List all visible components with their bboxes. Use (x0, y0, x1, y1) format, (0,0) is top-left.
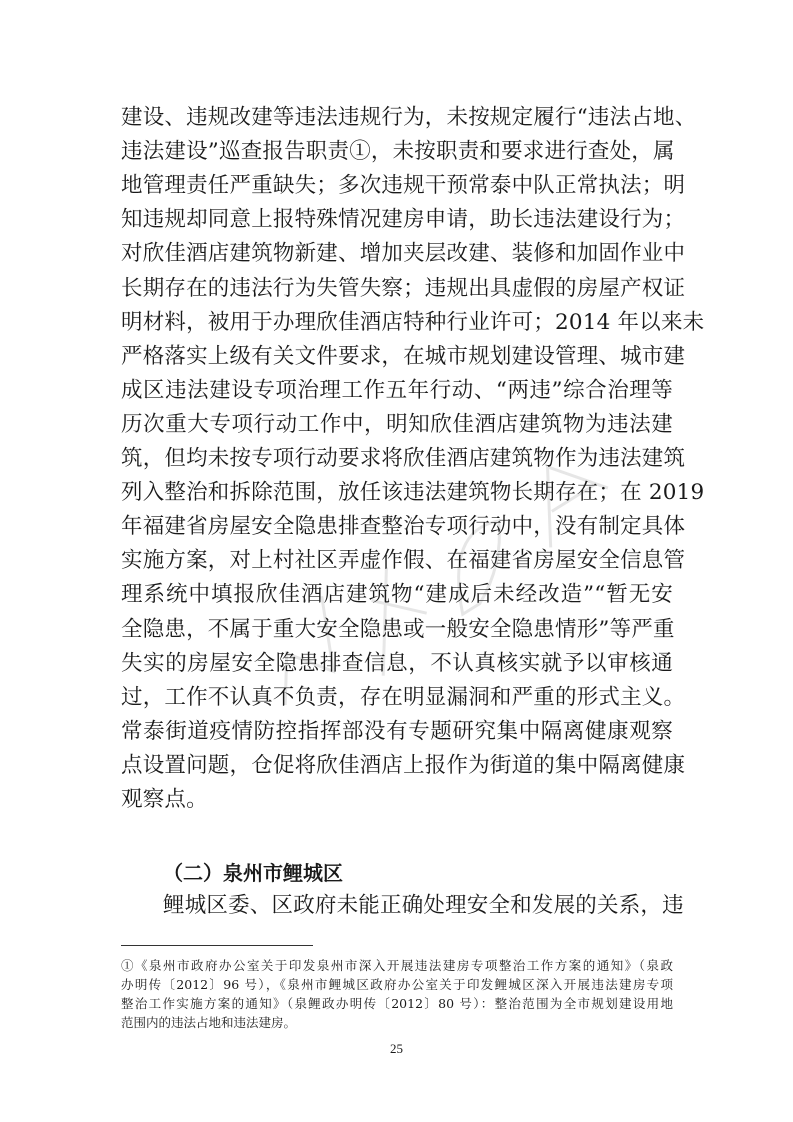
body-line: 观察点。 (121, 787, 208, 812)
body-line: 失实的房屋安全隐患排查信息，不认真核实就予以审核通 (121, 650, 673, 676)
body-line: 地管理责任严重缺失；多次违规干预常泰中队正常执法；明 (121, 173, 686, 199)
body-line: 年福建省房屋安全隐患排查整治专项行动中，没有制定具体 (121, 514, 686, 540)
body-line: 明材料，被用于办理欣佳酒店特种行业许可；2014 年以来未 (121, 309, 705, 335)
body-line: 过，工作不认真不负责，存在明显漏洞和严重的形式主义。 (121, 684, 686, 710)
body-line: 筑，但均未按专项行动要求将欣佳酒店建筑物作为违法建筑 (121, 446, 686, 471)
footnote-line: 整治工作实施方案的通知》（泉鲤政办明传〔2012〕80 号）：整治范围为全市规划建设用地 (121, 996, 673, 1011)
page-number: 25 (390, 1041, 403, 1056)
body-line: 成区违法建设专项治理工作五年行动、“两违”综合治理等 (121, 377, 673, 403)
section-first-line: 鲤城区委、区政府未能正确处理安全和发展的关系，违 (163, 893, 684, 918)
footnote-line: 范围内的违法占地和违法建房。 (121, 1015, 297, 1030)
footnote-line: ①《泉州市政府办公室关于印发泉州市深入开展违法建房专项整治工作方案的通知》（泉政 (121, 958, 673, 973)
body-line: 建设、违规改建等违法违规行为，未按规定履行“违法占地、 (121, 105, 697, 130)
body-line: 常泰街道疫情防控指挥部没有专题研究集中隔离健康观察 (121, 718, 673, 744)
footnote-separator (121, 945, 313, 946)
footnote-line: 办明传〔2012〕96 号），《泉州市鲤城区政府办公室关于印发鲤城区深入开展违法建房专项 (121, 977, 673, 992)
body-line: 列入整治和拆除范围，放任该违法建筑物长期存在；在 2019 (121, 480, 705, 506)
body-line: 严格落实上级有关文件要求，在城市规划建设管理、城市建 (121, 343, 686, 369)
body-line: 理系统中填报欣佳酒店建筑物“建成后未经改造”“暂无安 (121, 582, 673, 608)
body-line: 历次重大专项行动工作中，明知欣佳酒店建筑物为违法建 (121, 411, 673, 437)
body-line: 点设置问题，仓促将欣佳酒店上报作为街道的集中隔离健康 (121, 752, 686, 778)
body-line: 违法建设”巡查报告职责①，未按职责和要求进行查处，属 (121, 139, 675, 165)
body-line: 全隐患，不属于重大安全隐患或一般安全隐患情形”等严重 (121, 616, 675, 642)
body-line: 实施方案，对上村社区弄虚作假、在福建省房屋安全信息管 (121, 548, 686, 574)
body-line: 对欣佳酒店建筑物新建、增加夹层改建、装修和加固作业中 (121, 241, 686, 267)
body-line: 知违规却同意上报特殊情况建房申请，助长违法建设行为； (121, 207, 686, 233)
body-line: 长期存在的违法行为失管失察；违规出具虚假的房屋产权证 (121, 275, 686, 301)
section-heading: （二）泉州市鲤城区 (163, 861, 343, 885)
